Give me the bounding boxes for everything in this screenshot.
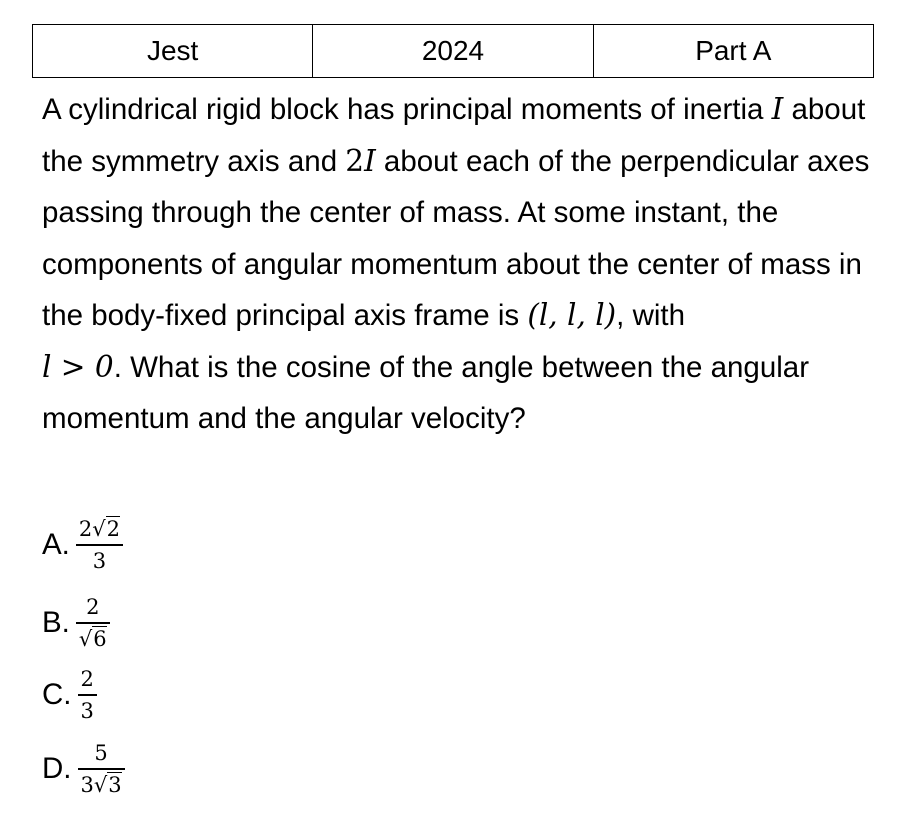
option-d[interactable] bbox=[42, 729, 125, 809]
option-letter: C. bbox=[42, 678, 72, 711]
option-fraction: $\frac{2}{3}$ bbox=[78, 666, 97, 724]
question-segment: , with bbox=[616, 299, 686, 332]
header-cell-subject: Jest bbox=[33, 25, 313, 78]
option-fraction: $\frac{2}{√6}$ bbox=[76, 594, 110, 652]
option-letter: B. bbox=[42, 606, 70, 639]
option-b[interactable] bbox=[42, 583, 110, 663]
option-letter: D. bbox=[42, 752, 72, 785]
math-expression: l > 0 bbox=[42, 349, 114, 384]
question-segment: A cylindrical rigid block has principal moments of inertia bbox=[42, 93, 772, 126]
question-segment: about each of the perpendicular axes passing through the center of mass. At some instant, the components of angular momentum about the center of mass in the body-fixed principal axis frame is bbox=[42, 144, 870, 332]
header-row bbox=[33, 25, 874, 78]
header-cell-year: 2024 bbox=[313, 25, 593, 78]
header-cell-part: Part A bbox=[593, 25, 873, 78]
option-c[interactable] bbox=[42, 655, 97, 735]
math-symbol: I bbox=[771, 92, 784, 126]
math-expression: (l, l, l) bbox=[527, 298, 617, 332]
question-segment: about the symmetry axis and bbox=[42, 93, 866, 178]
option-fraction: $\frac{5}{3√3}$ bbox=[78, 740, 125, 798]
header-table bbox=[32, 24, 874, 78]
option-letter: A. bbox=[42, 528, 70, 561]
question-text bbox=[42, 84, 872, 445]
math-symbol: 2I bbox=[345, 143, 376, 178]
question-segment: . What is the cosine of the angle between the angular momentum and the angular velocity? bbox=[42, 350, 810, 435]
option-a[interactable] bbox=[42, 505, 123, 585]
option-fraction: $\frac{2√2}{3}$ bbox=[76, 516, 123, 574]
